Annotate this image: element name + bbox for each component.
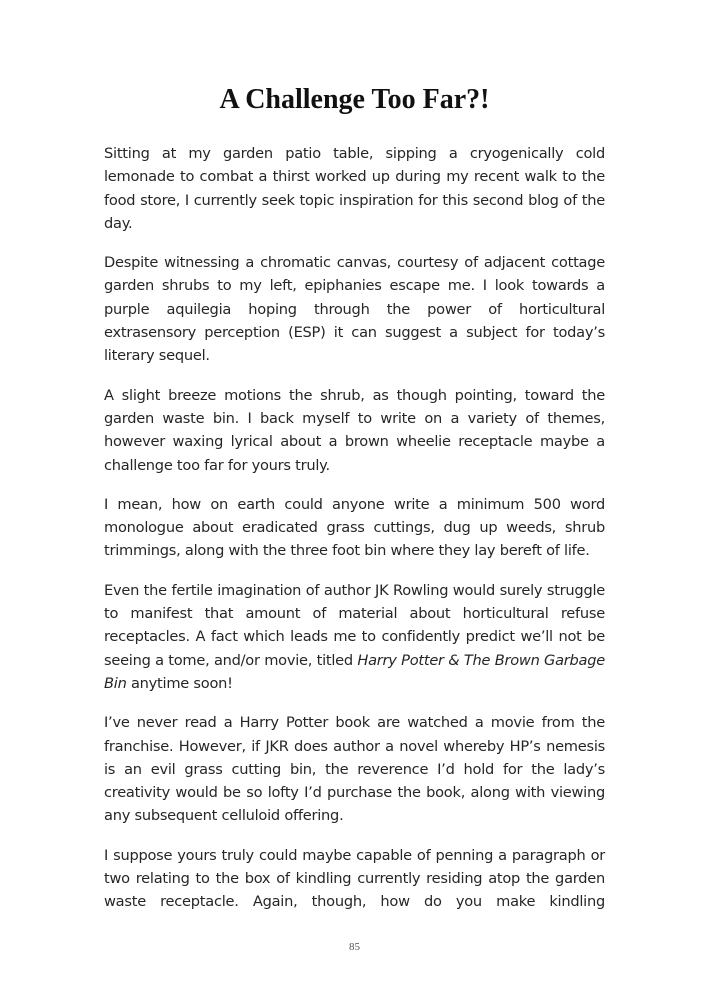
paragraph: I’ve never read a Harry Potter book are watched a movie from the franchise. However, if JKR does author a novel whereby HP’s nemesis is an evil grass cutting bin, the reverence I’d hold for the lady’s creativity would be so lofty I’d purchase the book, along with viewing any subsequent celluloid offering.: [104, 714, 605, 825]
paragraph: Sitting at my garden patio table, sipping a cryogenically cold lemonade to combat a thirst worked up during my recent walk to the food store, I currently seek topic inspiration for this second blog of the day.: [104, 145, 605, 232]
body-text: [104, 142, 605, 914]
page-number: 85: [349, 941, 360, 953]
paragraph: [104, 579, 605, 695]
paragraph: A slight breeze motions the shrub, as though pointing, toward the garden waste bin. I back myself to write on a variety of themes, however waxing lyrical about a brown wheelie receptacle maybe a challenge too far for yours truly.: [104, 386, 605, 474]
page-title: A Challenge Too Far?!: [219, 84, 490, 115]
book-title: Harry Potter & The Brown Garbage Bin: [104, 651, 605, 692]
paragraph: I mean, how on earth could anyone write a minimum 500 word monologue about eradicated grass cuttings, dug up weeds, shrub trimmings, along with the three foot bin where they lay bereft of life.: [104, 495, 605, 560]
paragraph: Despite witnessing a chromatic canvas, courtesy of adjacent cottage garden shrubs to my left, epiphanies escape me. I look towards a purple aquilegia hoping through the power of horticultural extrasensory perception (ESP) it can suggest a subject for today’s literary sequel.: [104, 254, 605, 365]
paragraph: I suppose yours truly could maybe capable of penning a paragraph or two relating to the box of kindling currently residing atop the garden waste receptacle. Again, though, how do you make kindling: [104, 846, 605, 911]
paragraph-text: anytime soon!: [126, 674, 233, 692]
paragraph-text: Even the fertile imagination of author JK Rowling would surely struggle to manifest that amount of material about horticultural refuse receptacles. A fact which leads me to confidently predict we’ll not be seeing a tome, and/or movie, titled: [104, 581, 605, 669]
